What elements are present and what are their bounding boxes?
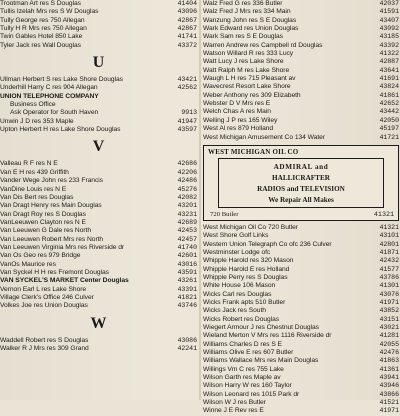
listing-phone: 43786 [379, 273, 399, 281]
listing-phone: 41577 [379, 265, 399, 273]
directory-listing [203, 316, 399, 324]
directory-listing [203, 25, 399, 33]
listing-name: Webster D V Mrs res E [203, 100, 271, 108]
listing-name: Van Os Geo res 979 Bridge [0, 252, 81, 260]
listing-phone: 41404 [177, 0, 197, 7]
directory-listing [203, 0, 399, 8]
listing-name: Van E H res 439 Griffith [0, 168, 69, 176]
directory-listing [203, 125, 399, 133]
listing-phone: 41361 [379, 365, 399, 373]
listing-name: Whipple Perry res S Douglas [203, 273, 288, 281]
listing-phone: 42037 [379, 0, 399, 7]
listing-name: Weber Anthony res 309 Elizabeth [203, 91, 301, 99]
listing-name: Wiegert Armour J res Chestnut Douglas [203, 323, 319, 331]
directory-listing [0, 227, 197, 235]
directory-listing [0, 236, 197, 244]
listing-name: Watt Ralph M res Lake Shore [203, 66, 290, 74]
listing-phone: 41322 [379, 50, 399, 58]
directory-listing [203, 117, 399, 125]
directory-listing [203, 407, 399, 415]
listing-phone: 41971 [379, 298, 399, 306]
listing-phone: 41871 [379, 248, 399, 256]
directory-listing [0, 337, 197, 345]
listing-name: Westminster Lodge ofc [203, 248, 271, 256]
listing-phone: 42241 [177, 345, 197, 352]
listing-phone: 41591 [379, 8, 399, 16]
listing-phone: 42689 [177, 218, 197, 226]
listing-phone: 41740 [177, 243, 197, 251]
listing-name: Whipple Harold E res Holland [203, 265, 290, 273]
listing-name: Winne J E Rev res E [203, 407, 264, 415]
section-letter: U [92, 54, 105, 72]
listing-phone: 43407 [379, 16, 399, 24]
directory-listing [203, 349, 399, 357]
listing-name: Wicks Jack res South [203, 307, 266, 315]
directory-listing [0, 25, 197, 33]
listing-name: Wicks Robert res Douglas [203, 315, 280, 323]
listing-name: Waugh L H res 715 Pleasant av [203, 75, 296, 83]
listing-name: Williams Olive E res 607 Butler [203, 349, 294, 356]
directory-listing [0, 160, 197, 168]
listing-name: Tully H R Mrs res 750 Allegan [0, 25, 87, 33]
directory-listing [203, 366, 399, 374]
listing-name: Wavecrest Resort Lake Shore [203, 83, 291, 91]
ad-inner-box [218, 158, 384, 208]
listing-name: Vander Wege John res 233 Francis [0, 177, 103, 185]
listing-name: Williams Wallace Mrs res Main Douglas [203, 357, 319, 365]
column-divider [199, 0, 201, 400]
directory-listing [0, 8, 197, 16]
listing-phone: 45197 [379, 125, 399, 133]
listing-phone: 43746 [177, 302, 197, 310]
listing-name: White House 106 Mason [203, 282, 276, 290]
directory-listing [203, 241, 399, 249]
directory-listing [0, 126, 197, 134]
directory-listing [203, 299, 399, 307]
listing-name: VAN SYCKEL'S MARKET Center Douglas [0, 277, 129, 285]
directory-listing [203, 58, 399, 66]
listing-name: Unwin J D res 353 Maple [0, 117, 74, 125]
ad-title: WEST MICHIGAN OIL CO [208, 147, 299, 156]
listing-name: Warren Andrew res Campbell rd Douglas [203, 41, 323, 49]
listing-phone: 41281 [379, 332, 399, 340]
directory-listing [0, 286, 197, 294]
section-letter: W [90, 314, 107, 332]
directory-listing [0, 0, 197, 8]
listing-name: West Michigan Oil Co 720 Butler [203, 223, 298, 231]
listing-name: Welch Chas A res Main [203, 108, 271, 116]
listing-name: Van Dis Bert res Douglas [0, 193, 74, 201]
directory-listing [203, 391, 399, 399]
listing-phone: 42457 [177, 235, 197, 243]
directory-listing [0, 76, 197, 84]
directory-listing [0, 169, 197, 177]
listing-phone: 41301 [379, 282, 399, 290]
listing-name: Wilson Leonard res 1015 Park dr [203, 390, 300, 398]
listing-name: Walker R J Mrs res 309 Grand [0, 345, 89, 352]
listing-name: VanLeeuwen Clayton res N E [0, 218, 86, 226]
listing-phone: 43941 [379, 374, 399, 382]
listing-phone: 42050 [379, 116, 399, 124]
directory-listing [203, 341, 399, 349]
listing-phone: 43261 [177, 277, 197, 285]
listing-name: Walz Fred G res 336 Butler [203, 0, 283, 7]
listing-name: West Al res 879 Holland [203, 125, 274, 133]
directory-listing [203, 108, 399, 116]
directory-listing [203, 332, 399, 340]
directory-listing [203, 33, 399, 41]
listing-name: Van Leeuwen Robert Mrs res North [0, 235, 104, 243]
ad-phone: 41321 [373, 210, 394, 219]
directory-listing [0, 219, 197, 227]
listing-phone: 43101 [379, 232, 399, 240]
listing-phone: 43185 [379, 33, 399, 41]
listing-phone: 41863 [379, 357, 399, 365]
listing-phone: 43391 [177, 285, 197, 293]
listing-phone: 42867 [177, 16, 197, 24]
listing-name: Ask Operator for South Haven [10, 109, 99, 117]
directory-listing [203, 8, 399, 16]
directory-listing [203, 291, 399, 299]
directory-listing [203, 382, 399, 390]
listing-name: Wilson Garth res Maple av [203, 374, 281, 382]
listing-name: Village Clerk's Office 246 Culver [0, 293, 94, 301]
directory-listing [0, 302, 197, 310]
ad-line: ADMIRAL and [273, 162, 329, 171]
directory-listing [203, 92, 399, 100]
directory-listing [203, 17, 399, 25]
listing-phone: 42206 [177, 168, 197, 176]
directory-listing [0, 202, 197, 210]
directory-listing [0, 84, 197, 92]
directory-listing [0, 33, 197, 41]
listing-name: Wicks Frank apts 510 Butler [203, 298, 286, 306]
directory-listing [0, 109, 197, 117]
listing-name: Trootman Art res S Douglas [0, 0, 81, 7]
listing-phone: 42055 [379, 340, 399, 348]
directory-listing [203, 357, 399, 365]
listing-phone: 41741 [177, 33, 197, 41]
right-column [203, 0, 399, 415]
directory-listing [203, 83, 399, 91]
directory-listing [203, 307, 399, 315]
listing-name: Volkes Joe res Union Douglas [0, 302, 88, 310]
directory-listing [0, 294, 197, 302]
listing-phone: 41321 [379, 223, 399, 231]
listing-name: VanDine Louis res N E [0, 185, 67, 193]
listing-name: Willings Vm C res 755 Lake [203, 365, 284, 373]
listing-phone: 43151 [379, 315, 399, 323]
listing-name: Van Dragt Henry res Main Douglas [0, 202, 102, 210]
listing-phone: 43866 [379, 390, 399, 398]
listing-phone: 43372 [177, 41, 197, 49]
directory-listing [0, 42, 197, 50]
listing-phone: 43421 [177, 76, 197, 84]
listing-name: Western Union Telegraph Co ofc 236 Culver [203, 240, 332, 248]
listing-phone: 43201 [177, 202, 197, 210]
directory-listing [0, 118, 197, 126]
directory-listing [0, 93, 197, 101]
listing-phone: 43852 [379, 307, 399, 315]
listing-name: Wieland Merton V Mrs res 1116 Riverside dr [203, 332, 332, 340]
listing-name: Tullis Izelah Mrs res S W Douglas [0, 8, 99, 16]
listing-phone: 42801 [379, 240, 399, 248]
listing-phone: 41947 [177, 117, 197, 125]
listing-name: Van Leeuwen Virginia Mrs res Riverside dr [0, 243, 125, 251]
listing-phone: 43086 [177, 336, 197, 344]
directory-listing [203, 249, 399, 257]
ad-line: RADIOS and TELEVISION [257, 184, 345, 193]
directory-listing [203, 324, 399, 332]
listing-phone: 41521 [379, 399, 399, 407]
listing-name: Business Office [10, 101, 56, 109]
listing-phone: 42686 [177, 160, 197, 168]
section-letter: V [92, 138, 105, 156]
directory-listing [203, 399, 399, 407]
ad-address-row [210, 211, 394, 219]
listing-phone: 43641 [379, 66, 399, 74]
ad-line: We Repair All Makes [268, 195, 334, 204]
listing-name: Wicks Carl res Douglas [203, 290, 272, 298]
listing-name: Wilson Harry W res 160 Taylor [203, 382, 292, 390]
listing-phone: 42476 [379, 349, 399, 356]
listing-phone: 43442 [379, 108, 399, 116]
right-column-top [203, 0, 399, 142]
listing-phone: 43597 [177, 126, 197, 134]
ad-line: HALLICRAFTER [272, 173, 330, 182]
listing-name: Tully George res 750 Allegan [0, 16, 85, 24]
directory-listing [0, 211, 197, 219]
listing-name: Walz Fred J Mrs res 334 Main [203, 8, 291, 16]
directory-listing [203, 134, 399, 142]
listing-phone: 42867 [177, 25, 197, 33]
directory-listing [203, 224, 399, 232]
directory-listing [203, 100, 399, 108]
listing-phone: 42652 [379, 100, 399, 108]
directory-listing [0, 194, 197, 202]
listing-name: Whipple Harold res 320 Mason [203, 257, 294, 265]
listing-phone: 42453 [177, 227, 197, 235]
directory-listing [0, 17, 197, 25]
directory-listing [203, 374, 399, 382]
listing-phone: 9913 [181, 109, 197, 117]
directory-listing [0, 177, 197, 185]
listing-name: Watson Willard R res 333 Lucy [203, 50, 294, 58]
listing-name: Vernon Earl L res Lake Shore [0, 285, 87, 293]
listing-name: Van Dragt Roy res S Douglas [0, 210, 86, 218]
listing-name: VanOs Maurice res [0, 260, 56, 268]
listing-phone: 41821 [177, 293, 197, 301]
listing-phone: 41861 [379, 91, 399, 99]
listing-name: Twin Gables Hotel 850 Lake [0, 33, 83, 41]
listing-phone: 43096 [177, 8, 197, 16]
listing-name: Ullman Herbert S res Lake Shore Douglas [0, 76, 123, 84]
directory-listing [0, 101, 197, 109]
directory-listing [203, 282, 399, 290]
directory-listing [0, 244, 197, 252]
listing-name: Van Leeuwen G Dale res North [0, 227, 92, 235]
listing-phone: 41691 [379, 75, 399, 83]
directory-listing [0, 186, 197, 194]
listing-phone: 42601 [177, 252, 197, 260]
listing-phone: 43231 [177, 210, 197, 218]
left-column [0, 0, 197, 400]
listing-phone: 42562 [177, 84, 197, 92]
listing-phone: 42486 [177, 177, 197, 185]
listing-name: Underhill Harry C res 904 Allegan [0, 84, 98, 92]
directory-listing [203, 257, 399, 265]
directory-listing [0, 261, 197, 269]
listing-name: West Michigan Amusement Co 134 Water [203, 133, 325, 141]
listing-name: UNION TELEPHONE COMPANY [0, 92, 99, 100]
listing-phone: 43092 [379, 25, 399, 33]
advertisement-box [203, 145, 399, 221]
listing-phone: 43946 [379, 382, 399, 390]
directory-listing [203, 266, 399, 274]
listing-name: West Shore Golf Links [203, 232, 269, 240]
directory-listing [203, 67, 399, 75]
listing-name: Tyler Jack res Wall Douglas [0, 41, 81, 49]
listing-name: Watt Lucy J res Lake Shore [203, 58, 284, 66]
listing-phone: 43021 [379, 323, 399, 331]
directory-listing [203, 274, 399, 282]
listing-name: Wanzung John res S E Douglas [203, 16, 297, 24]
ad-address: 720 Butler [210, 210, 239, 218]
listing-name: Valleau R F res N E [0, 160, 58, 168]
listing-name: Williams Charles D res S E [203, 340, 282, 348]
listing-phone: 43076 [379, 290, 399, 298]
listing-phone: 43824 [379, 83, 399, 91]
listing-name: Wark Sam res S E Douglas [203, 33, 283, 41]
listing-name: Upton Herbert H res Lake Shore Douglas [0, 126, 121, 134]
directory-listing [0, 277, 197, 285]
listing-name: Welling J P res 165 Wiley [203, 116, 278, 124]
listing-phone: 42887 [379, 58, 399, 66]
listing-phone: 41971 [379, 407, 399, 415]
listing-phone: 43392 [379, 41, 399, 49]
listing-name: Wilson W J res Butler [203, 399, 266, 407]
directory-listing [203, 42, 399, 50]
directory-listing [0, 269, 197, 277]
directory-listing [203, 50, 399, 58]
right-column-bottom [203, 224, 399, 416]
listing-phone: 41721 [379, 133, 399, 141]
listing-name: Van Syckel H H res Fremont Douglas [0, 268, 109, 276]
directory-listing [203, 232, 399, 240]
directory-listing [203, 75, 399, 83]
listing-phone: 43016 [177, 260, 197, 268]
listing-phone: 42082 [177, 193, 197, 201]
directory-listing [0, 252, 197, 260]
listing-phone: 43591 [177, 268, 197, 276]
listing-phone: 42432 [379, 257, 399, 265]
listing-phone: 45276 [177, 185, 197, 193]
directory-listing [0, 345, 197, 353]
listing-name: Waddell Robert res S Douglas [0, 336, 89, 344]
listing-name: Wark Edward res Union Douglas [203, 25, 299, 33]
